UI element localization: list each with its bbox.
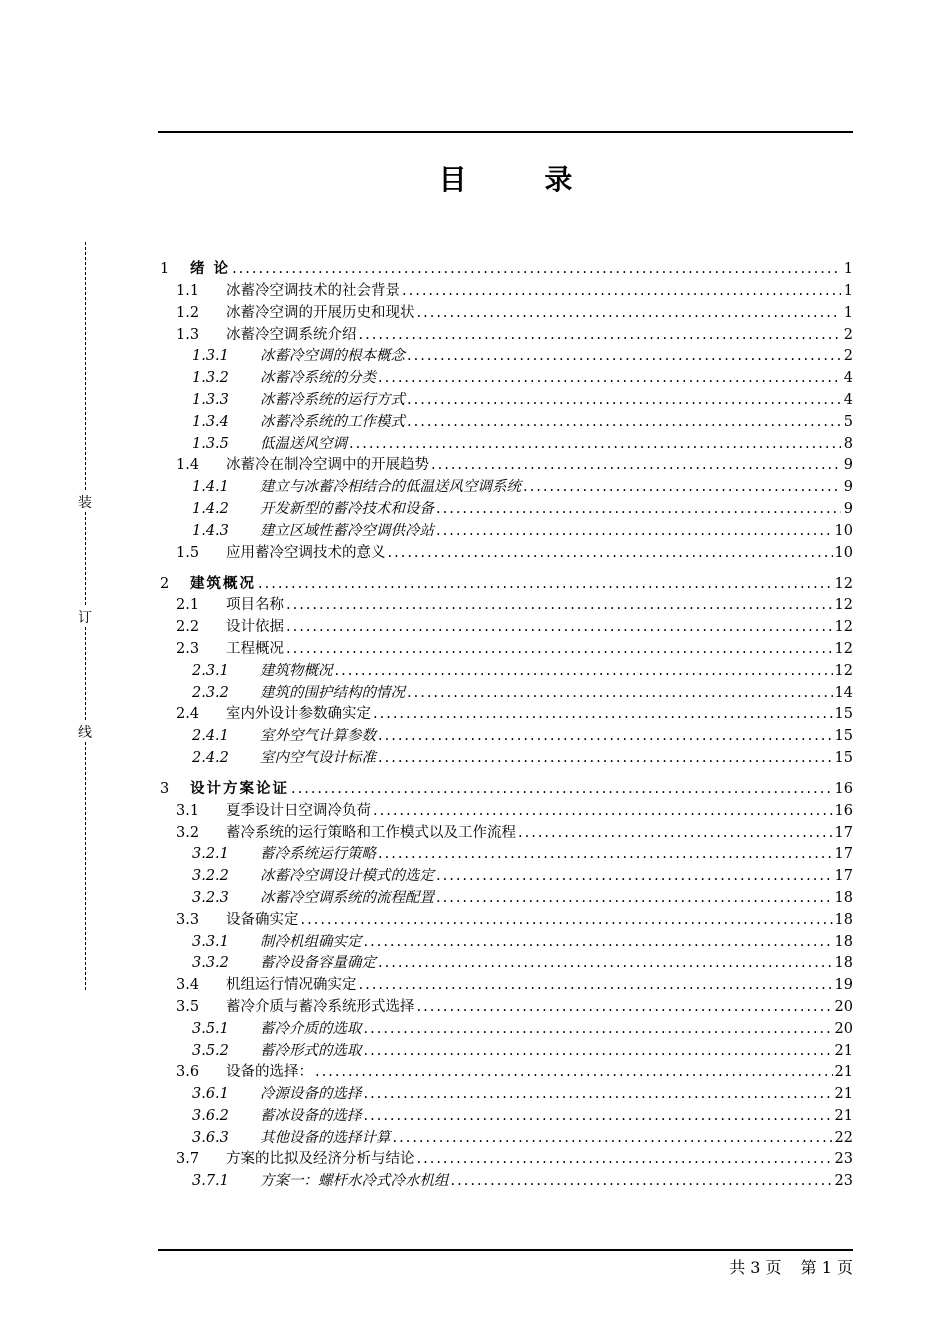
toc-entry[interactable]	[158, 543, 853, 565]
toc-leader-dots	[417, 303, 842, 325]
toc-entry[interactable]	[158, 866, 853, 888]
toc-entry[interactable]	[158, 595, 853, 617]
toc-entry-number: 1.3.5	[192, 435, 229, 452]
toc-entry-number: 3.6.2	[192, 1107, 229, 1124]
toc-entry[interactable]	[158, 932, 853, 954]
toc-entry-page: 1	[843, 261, 853, 278]
toc-entry-number: 3.6.1	[192, 1086, 229, 1103]
toc-entry-title: 蓄冰设备的选择	[260, 1107, 362, 1124]
toc-entry-page: 17	[834, 824, 853, 841]
toc-entry-page: 17	[834, 868, 853, 885]
toc-entry-page: 4	[843, 391, 853, 408]
toc-entry[interactable]	[158, 346, 853, 368]
toc-leader-dots	[407, 412, 841, 434]
toc-entry-title: 冰蓄冷空调系统的流程配置	[260, 889, 434, 906]
toc-entry-page: 20	[834, 998, 853, 1015]
toc-entry[interactable]	[158, 704, 853, 726]
footer-total-pages: 共 3 页	[729, 1258, 782, 1277]
toc-entry[interactable]	[158, 683, 853, 705]
toc-entry-number: 1.3.3	[192, 391, 229, 408]
binding-mark-zhuang: 装	[76, 492, 94, 512]
toc-entry[interactable]	[158, 303, 853, 325]
toc-entry[interactable]	[158, 412, 853, 434]
toc-entry[interactable]	[158, 434, 853, 456]
binding-margin	[78, 242, 92, 990]
toc-leader-dots	[359, 975, 833, 997]
toc-entry-title: 建筑概况	[190, 575, 256, 592]
toc-entry-page: 1	[843, 304, 853, 321]
toc-entry-page: 16	[834, 802, 853, 819]
toc-leader-dots	[364, 1106, 833, 1128]
toc-entry-title: 设备的选择：	[226, 1064, 313, 1081]
toc-entry[interactable]	[158, 1106, 853, 1128]
toc-entry[interactable]	[158, 325, 853, 347]
toc-entry-page: 5	[843, 413, 853, 430]
toc-leader-dots	[359, 325, 842, 347]
binding-mark-xian: 线	[76, 722, 94, 742]
toc-leader-dots	[364, 1041, 833, 1063]
toc-entry[interactable]	[158, 455, 853, 477]
toc-entry-title: 蓄冷介质与蓄冷系统形式选择	[226, 998, 415, 1015]
toc-leader-dots	[232, 259, 841, 281]
toc-entry[interactable]	[158, 281, 853, 303]
toc-entry[interactable]	[158, 639, 853, 661]
toc-entry-title: 机组运行情况确实定	[226, 977, 357, 994]
toc-entry-title: 冰蓄冷系统的运行方式	[260, 391, 405, 408]
toc-entry-page: 9	[843, 457, 853, 474]
binding-mark-ding: 订	[76, 607, 94, 627]
toc-entry[interactable]	[158, 1128, 853, 1150]
toc-entry[interactable]	[158, 997, 853, 1019]
toc-entry-page: 16	[834, 780, 853, 797]
toc-entry-title: 开发新型的蓄冷技术和设备	[260, 500, 434, 517]
toc-entry[interactable]	[158, 823, 853, 845]
toc-entry-page: 14	[834, 684, 853, 701]
toc-entry-title: 冰蓄冷空调的开展历史和现状	[226, 304, 415, 321]
toc-entry-title: 室外空气计算参数	[260, 728, 376, 745]
toc-entry-title: 冰蓄冷系统的工作模式	[260, 413, 405, 430]
footer-rule	[158, 1249, 853, 1251]
toc-entry[interactable]	[158, 801, 853, 823]
toc-entry-page: 12	[834, 619, 853, 636]
page-footer	[715, 1255, 853, 1278]
toc-entry-page: 22	[834, 1129, 853, 1146]
toc-entry[interactable]	[158, 953, 853, 975]
toc-entry-title: 设计依据	[226, 619, 284, 636]
toc-entry-number: 3.3	[176, 911, 200, 928]
toc-entry-page: 23	[834, 1173, 853, 1190]
toc-leader-dots	[364, 1084, 833, 1106]
toc-entry-number: 1.3.2	[192, 370, 229, 387]
toc-entry-page: 18	[834, 933, 853, 950]
toc-entry-number: 3.6	[176, 1064, 200, 1081]
toc-leader-dots	[291, 779, 833, 801]
toc-entry-page: 18	[834, 911, 853, 928]
toc-entry-page: 20	[834, 1020, 853, 1037]
toc-entry-number: 2.4	[176, 706, 200, 723]
toc-leader-dots	[286, 639, 833, 661]
toc-entry-number: 1.3	[176, 326, 200, 343]
toc-leader-dots	[451, 1171, 833, 1193]
toc-leader-dots	[286, 595, 833, 617]
toc-entry-page: 1	[843, 283, 853, 299]
toc-entry-number: 2.3.2	[192, 684, 229, 701]
toc-entry-page: 12	[834, 662, 853, 679]
toc-entry-title: 项目名称	[226, 597, 284, 614]
table-of-contents	[158, 256, 853, 1193]
toc-leader-dots	[417, 997, 833, 1019]
toc-entry-page: 10	[834, 522, 853, 539]
toc-leader-dots	[378, 748, 833, 770]
toc-entry-number: 1.3.1	[192, 348, 229, 365]
toc-entry[interactable]	[158, 521, 853, 543]
toc-entry[interactable]	[158, 748, 853, 770]
toc-entry-number: 3.1	[176, 802, 200, 819]
toc-entry-title: 蓄冷系统的运行策略和工作模式以及工作流程	[226, 824, 516, 841]
toc-entry-page: 10	[834, 544, 853, 561]
toc-entry[interactable]	[158, 661, 853, 683]
toc-entry-title: 蓄冷设备容量确定	[260, 955, 376, 972]
toc-leader-dots	[378, 726, 833, 748]
toc-leader-dots	[388, 543, 833, 565]
toc-entry-page: 15	[834, 706, 853, 723]
header-rule	[158, 131, 853, 133]
toc-entry-title: 低温送风空调	[260, 435, 347, 452]
toc-entry-number: 1.4	[176, 457, 200, 474]
toc-leader-dots	[417, 1149, 833, 1171]
toc-entry-page: 2	[843, 326, 853, 343]
toc-entry-number: 3.6.3	[192, 1129, 229, 1146]
toc-leader-dots	[378, 844, 833, 866]
toc-entry-number: 3.2.1	[192, 846, 229, 863]
toc-leader-dots	[286, 617, 833, 639]
toc-leader-dots	[407, 683, 833, 705]
toc-entry-title: 冰蓄冷系统的分类	[260, 370, 376, 387]
toc-entry-number: 3.3.2	[192, 955, 229, 972]
toc-entry-number: 1.5	[176, 544, 200, 561]
toc-entry-title: 建立与冰蓄冷相结合的低温送风空调系统	[260, 479, 521, 496]
toc-entry-page: 9	[843, 500, 853, 517]
toc-leader-dots	[335, 661, 833, 683]
toc-entry[interactable]	[158, 1019, 853, 1041]
toc-leader-dots	[436, 866, 833, 888]
toc-leader-dots	[349, 434, 841, 456]
toc-entry[interactable]	[158, 477, 853, 499]
toc-leader-dots	[436, 521, 833, 543]
toc-leader-dots	[407, 390, 841, 412]
toc-entry-title: 冰蓄冷空调技术的社会背景	[226, 283, 400, 299]
toc-entry-number: 3.5.2	[192, 1042, 229, 1059]
toc-entry-page: 21	[834, 1064, 853, 1081]
toc-entry-number: 2.2	[176, 619, 200, 636]
toc-entry-page: 18	[834, 955, 853, 972]
toc-entry[interactable]	[158, 776, 853, 801]
toc-entry-page: 19	[834, 977, 853, 994]
toc-entry-number: 3.7.1	[192, 1173, 229, 1190]
toc-entry-number: 1.4.1	[192, 479, 229, 496]
toc-entry-number: 3.5	[176, 998, 200, 1015]
toc-entry-page: 15	[834, 749, 853, 766]
toc-entry-page: 17	[834, 846, 853, 863]
toc-entry-page: 4	[843, 370, 853, 387]
toc-entry-title: 建筑的围护结构的情况	[260, 684, 405, 701]
toc-entry[interactable]	[158, 888, 853, 910]
toc-entry-page: 12	[834, 640, 853, 657]
toc-leader-dots	[364, 932, 833, 954]
toc-entry[interactable]	[158, 975, 853, 997]
toc-entry-title: 冰蓄冷空调设计模式的选定	[260, 868, 434, 885]
toc-leader-dots	[373, 704, 833, 726]
toc-entry[interactable]	[158, 726, 853, 748]
toc-entry-title: 工程概况	[226, 640, 284, 657]
toc-entry-number: 2.4.2	[192, 749, 229, 766]
toc-entry[interactable]	[158, 844, 853, 866]
toc-leader-dots	[402, 281, 841, 303]
toc-entry-page: 18	[834, 889, 853, 906]
toc-entry-number: 1	[160, 261, 170, 278]
toc-entry-title: 室内空气设计标准	[260, 749, 376, 766]
toc-leader-dots	[436, 888, 833, 910]
toc-entry-number: 3.5.1	[192, 1020, 229, 1037]
toc-entry-number: 2.4.1	[192, 728, 229, 745]
toc-entry-number: 2	[160, 575, 170, 592]
toc-entry-title: 蓄冷介质的选取	[260, 1020, 362, 1037]
toc-entry-number: 1.2	[176, 304, 200, 321]
toc-entry-page: 21	[834, 1086, 853, 1103]
page-title: 目 录	[438, 163, 607, 196]
toc-entry-title: 蓄冷系统运行策略	[260, 846, 376, 863]
toc-entry-page: 21	[834, 1107, 853, 1124]
toc-entry-number: 3.4	[176, 977, 200, 994]
toc-entry-title: 应用蓄冷空调技术的意义	[226, 544, 386, 561]
toc-entry-page: 2	[843, 348, 853, 365]
toc-entry-page: 12	[834, 575, 853, 592]
toc-entry-number: 2.3	[176, 640, 200, 657]
toc-leader-dots	[315, 1062, 833, 1084]
toc-entry-number: 2.1	[176, 597, 200, 614]
toc-entry-page: 23	[834, 1151, 853, 1168]
toc-entry-number: 1.3.4	[192, 413, 229, 430]
toc-entry[interactable]	[158, 910, 853, 932]
toc-entry-number: 3.3.1	[192, 933, 229, 950]
toc-entry[interactable]	[158, 1171, 853, 1193]
toc-entry-number: 1.4.2	[192, 500, 229, 517]
toc-entry-number: 3.2.2	[192, 868, 229, 885]
toc-leader-dots	[378, 368, 841, 390]
toc-entry-title: 夏季设计日空调冷负荷	[226, 802, 371, 819]
toc-leader-dots	[364, 1019, 833, 1041]
toc-entry-title: 建筑物概况	[260, 662, 333, 679]
toc-entry-title: 蓄冷形式的选取	[260, 1042, 362, 1059]
toc-entry-number: 3	[160, 780, 170, 797]
toc-leader-dots	[301, 910, 833, 932]
toc-leader-dots	[518, 823, 833, 845]
toc-leader-dots	[258, 574, 833, 596]
toc-entry-title: 方案的比拟及经济分析与结论	[226, 1151, 415, 1168]
toc-entry-number: 2.3.1	[192, 662, 229, 679]
toc-entry-page: 9	[843, 479, 853, 496]
toc-entry[interactable]	[158, 1084, 853, 1106]
toc-entry[interactable]	[158, 390, 853, 412]
toc-entry-page: 12	[834, 597, 853, 614]
toc-entry-title: 设备确实定	[226, 911, 299, 928]
toc-entry-title: 设计方案论证	[190, 780, 289, 797]
toc-entry[interactable]	[158, 1062, 853, 1084]
toc-entry[interactable]	[158, 256, 853, 281]
toc-entry-title: 冰蓄冷空调的根本概念	[260, 348, 405, 365]
toc-entry[interactable]	[158, 617, 853, 639]
toc-entry-number: 3.2	[176, 824, 200, 841]
toc-entry-number: 3.2.3	[192, 889, 229, 906]
toc-leader-dots	[378, 953, 833, 975]
toc-entry-number: 1.4.3	[192, 522, 229, 539]
toc-entry-title: 方案一：螺杆水冷式冷水机组	[260, 1173, 449, 1190]
toc-leader-dots	[436, 499, 841, 521]
toc-entry-title: 冷源设备的选择	[260, 1086, 362, 1103]
toc-entry-page: 21	[834, 1042, 853, 1059]
toc-entry-title: 建立区域性蓄冷空调供冷站	[260, 522, 434, 539]
toc-entry-page: 15	[834, 728, 853, 745]
toc-leader-dots	[393, 1128, 833, 1150]
toc-entry-title: 制冷机组确实定	[260, 933, 362, 950]
toc-entry-page: 8	[843, 435, 853, 452]
toc-entry[interactable]	[158, 1149, 853, 1171]
toc-entry-number: 3.7	[176, 1151, 200, 1168]
toc-leader-dots	[523, 477, 841, 499]
toc-entry[interactable]	[158, 499, 853, 521]
toc-leader-dots	[431, 455, 841, 477]
toc-entry[interactable]	[158, 570, 853, 595]
toc-entry-title: 冰蓄冷空调系统介绍	[226, 326, 357, 343]
toc-entry[interactable]	[158, 1041, 853, 1063]
toc-leader-dots	[373, 801, 833, 823]
toc-entry-title: 冰蓄冷在制冷空调中的开展趋势	[226, 457, 429, 474]
toc-entry-title: 其他设备的选择计算	[260, 1129, 391, 1146]
toc-leader-dots	[407, 346, 841, 368]
toc-entry-title: 室内外设计参数确实定	[226, 706, 371, 723]
toc-entry-title: 绪 论	[190, 261, 231, 278]
toc-entry[interactable]	[158, 368, 853, 390]
footer-current-page: 第 1 页	[800, 1258, 853, 1277]
toc-entry-number: 1.1	[176, 283, 200, 299]
